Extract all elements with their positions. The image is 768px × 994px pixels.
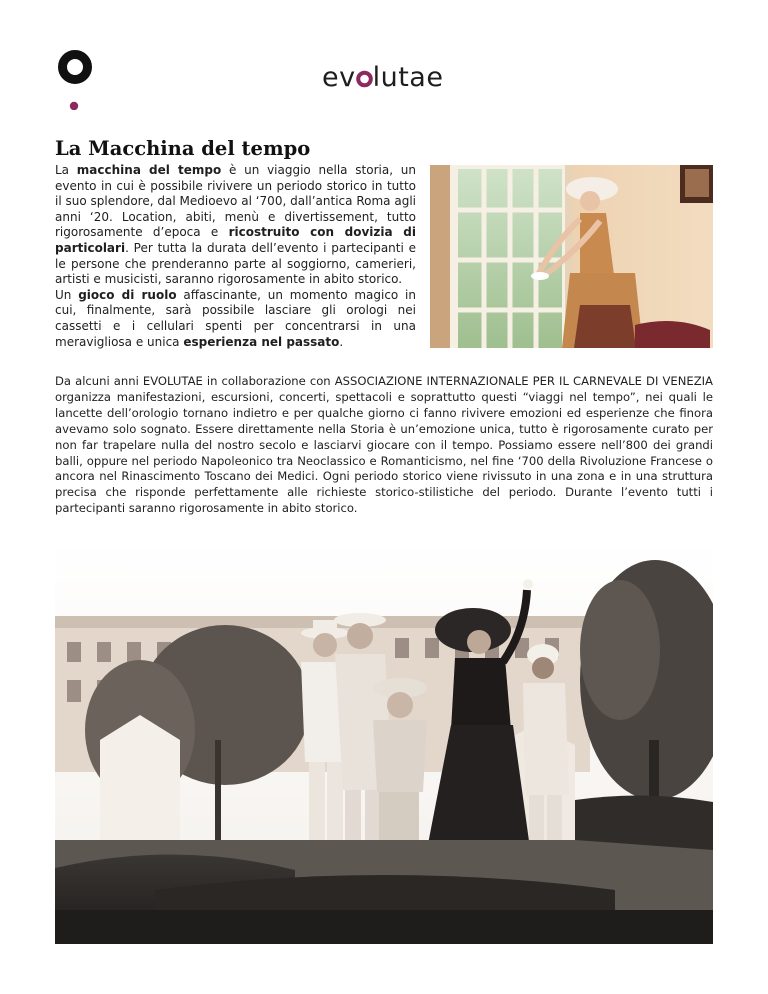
period-costume-photo: [430, 165, 713, 348]
intro-bold: esperienza nel passato: [183, 334, 340, 349]
intro-paragraph: [55, 163, 416, 350]
section-title: La Macchina del tempo: [55, 137, 311, 160]
intro-bold: ricostruito con dovizia di particolari: [55, 225, 416, 255]
period-costume-photo-illustration: [430, 165, 713, 348]
historical-group-photo: [55, 540, 713, 944]
intro-text: La: [55, 163, 77, 177]
logo-text-start: ev: [322, 62, 356, 93]
historical-group-photo-illustration: [55, 540, 713, 944]
body-paragraph: Da alcuni anni EVOLUTAE in collaborazione con ASSOCIAZIONE INTERNAZIONALE PER IL CARNEVALE DI VENEZIA organizza manifestazioni, escursioni, concerti, spettacoli e soprattutto questi “viaggi nel tempo”, nei quali le lancette dell’orologio tornano indietro e per qualche giorno ci fanno rivivere emozioni ed esperienze che finora avevamo solo sognato. Essere direttamente nella Storia è un’emozione unica, tutto è rigorosamente curato per non far trapelare nulla del nostro secolo e lasciarvi giocare con il tempo. Possiamo essere nell’800 dei grandi balli, oppure nel periodo Napoleonico tra Neoclassico e Romanticismo, nel fine ‘700 della Rivoluzione Francese o ancora nel Rinascimento Toscano dei Medici. Ogni periodo storico viene rivissuto in una zona e in una struttura precisa che risponde perfettamente alle richieste storico-stilistiche del periodo. Durante l’evento tutti i partecipanti saranno rigorosamente in abito storico.: [55, 374, 713, 516]
logo-wordmark: [322, 62, 443, 93]
intro-text: affascinante, un momento magico in cui, finalmente, sarà possibile lasciare gli orologi nei cassetti e i cellulari spenti per concentrarsi in una meravigliosa e unica: [55, 287, 416, 349]
intro-bold: gioco di ruolo: [78, 287, 177, 302]
intro-text: è un viaggio nella storia, un evento in cui è possibile rivivere un periodo storico in tutto il suo splendore, dal Medioevo al ‘700, dall’antica Roma agli anni ‘20. Location, abiti, menù e divertissement, tutto rigorosamente d’epoca e: [55, 163, 416, 240]
intro-text: . Per tutta la durata dell’evento i partecipanti e le persone che prenderanno parte al soggiorno, camerieri, artisti e musicisti, saranno rigorosamente in abito storico.: [55, 240, 416, 287]
intro-bold: macchina del tempo: [76, 163, 222, 177]
logo-text-end: lutae: [372, 62, 444, 93]
intro-text: Un: [55, 287, 79, 302]
intro-text: .: [339, 334, 344, 349]
brand-mark-icon: [57, 50, 93, 110]
logo-o-icon: [356, 64, 373, 84]
